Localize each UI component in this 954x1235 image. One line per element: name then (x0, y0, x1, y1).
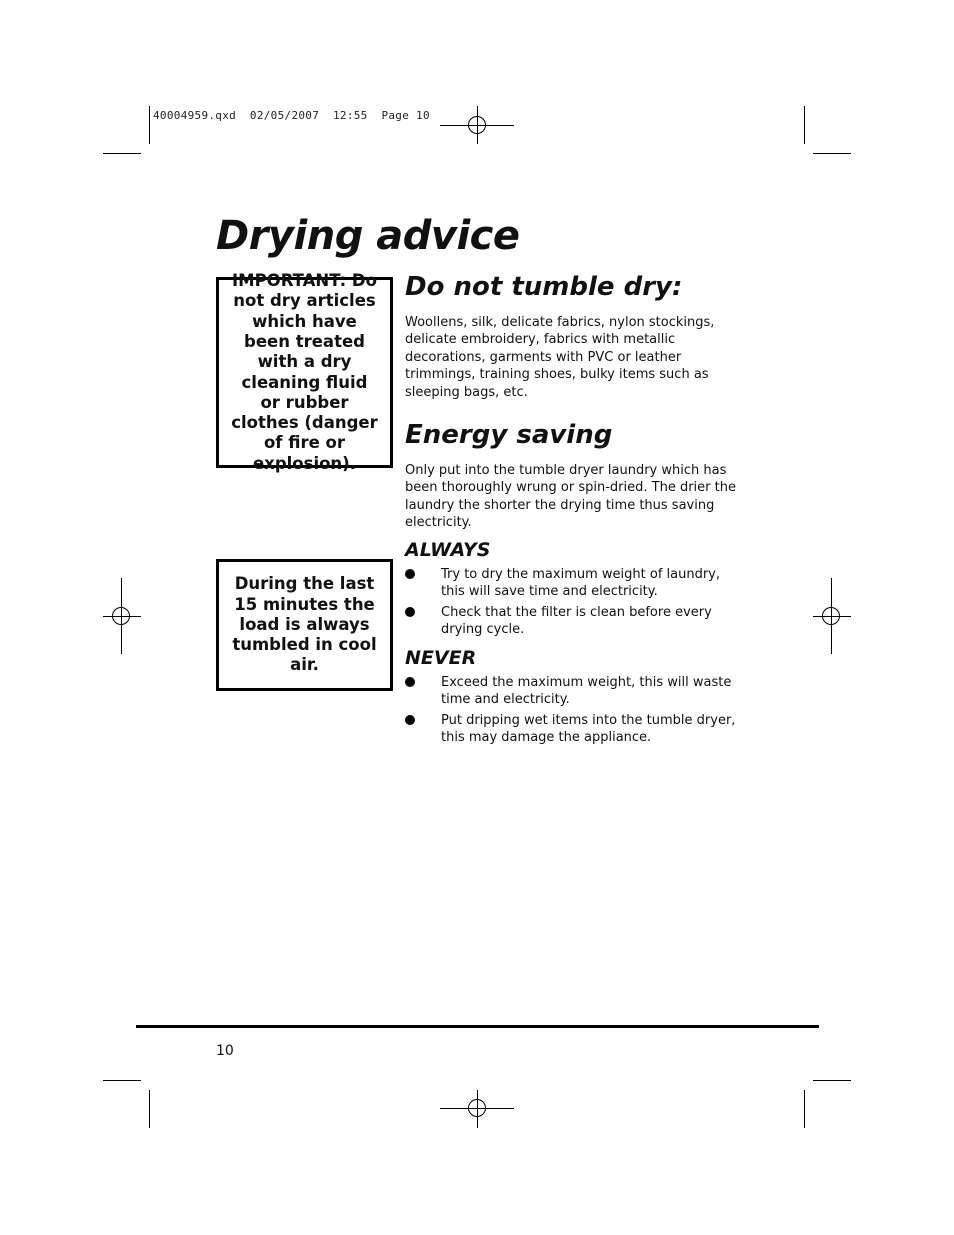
footer-rule (136, 1025, 819, 1028)
cool-air-note-text: During the last 15 minutes the load is always tumbled in cool air. (232, 574, 377, 675)
never-heading: NEVER (405, 647, 477, 669)
energy-saving-heading: Energy saving (405, 420, 613, 450)
print-slug: 40004959.qxd 02/05/2007 12:55 Page 10 (153, 109, 430, 122)
do-not-tumble-text: Woollens, silk, delicate fabrics, nylon stockings, delicate embroidery, fabrics with metallic decorations, garments with PVC or leather trimmings, training shoes, bulky items such as sleeping bags, etc. (405, 315, 715, 400)
cool-air-note-box (216, 559, 393, 691)
never-list (405, 674, 745, 750)
list-item: Check that the filter is clean before every drying cycle. (405, 604, 745, 639)
bullet-icon (405, 607, 415, 617)
always-heading: ALWAYS (405, 539, 491, 561)
energy-saving-text: Only put into the tumble dryer laundry which has been thoroughly wrung or spin-dried. The drier the laundry the shorter the drying time thus saving electricity. (405, 463, 736, 531)
bullet-icon (405, 715, 415, 725)
list-item: Exceed the maximum weight, this will waste time and electricity. (405, 674, 745, 709)
page-number: 10 (216, 1043, 234, 1059)
important-warning-text: IMPORTANT: Do not dry articles which have been treated with a dry cleaning fluid or rubber clothes (danger of fire or explosion). (231, 271, 378, 473)
bullet-icon (405, 677, 415, 687)
always-list (405, 566, 745, 642)
do-not-tumble-heading: Do not tumble dry: (405, 272, 683, 302)
bullet-icon (405, 569, 415, 579)
important-warning-box (216, 271, 393, 473)
list-item: Put dripping wet items into the tumble dryer, this may damage the appliance. (405, 712, 745, 747)
list-item: Try to dry the maximum weight of laundry, this will save time and electricity. (405, 566, 745, 601)
page-title: Drying advice (216, 213, 520, 259)
